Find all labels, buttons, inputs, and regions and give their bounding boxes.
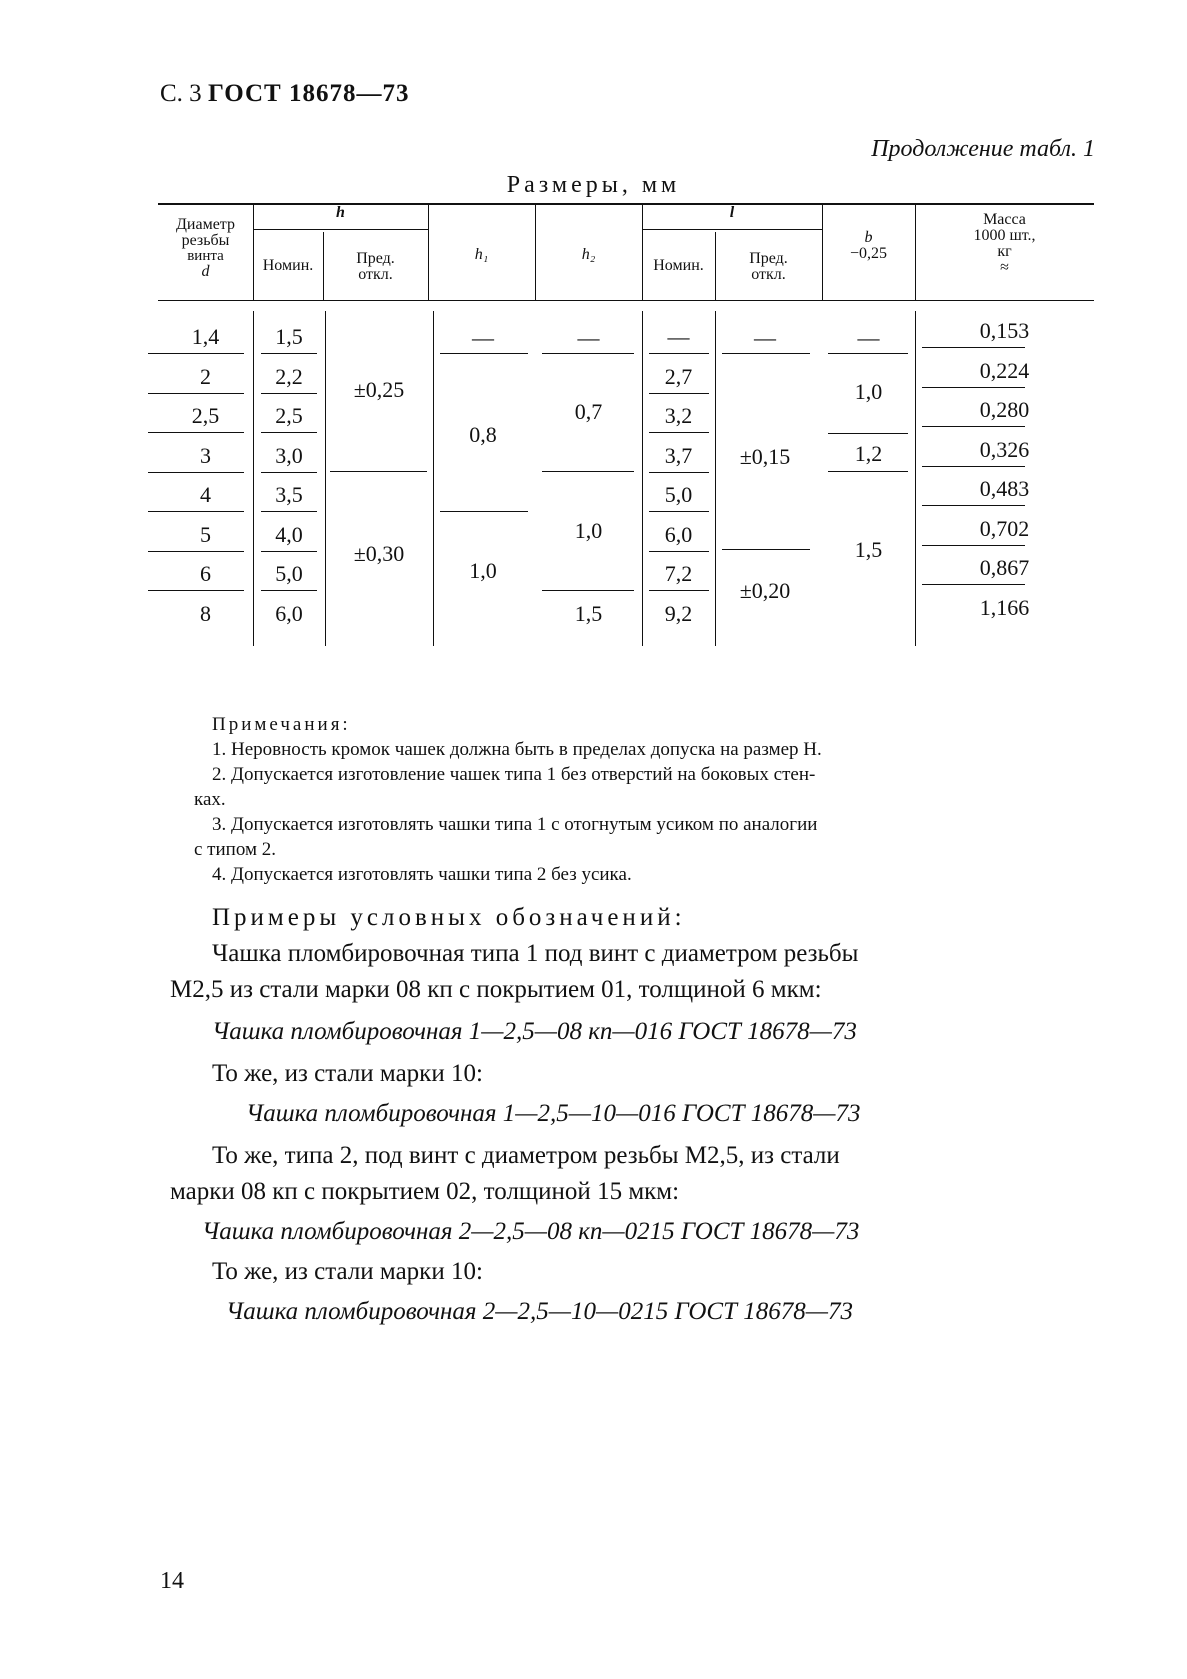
row-underline (148, 353, 244, 354)
row-underline (148, 472, 244, 473)
page-header (160, 80, 409, 108)
designation-2: Чашка пломбировочная 1—2,5—10—016 ГОСТ 18678—73 (246, 1100, 861, 1127)
rule (542, 353, 634, 354)
cell-l-nom: 3,7 (664, 442, 693, 468)
h2-group-a: 0,7 (574, 399, 603, 424)
cell-mass: 1,166 (979, 594, 1030, 620)
notes-title: Примечания: (212, 714, 351, 735)
h-dev-group-a: ±0,25 (353, 377, 405, 402)
cell-h-nom: 4,0 (275, 521, 303, 547)
rule (542, 471, 634, 472)
example-4-text: То же, из стали марки 10: (212, 1258, 483, 1285)
row-underline (922, 545, 1025, 546)
row-underline (261, 590, 317, 591)
b-group-a: 1,0 (854, 379, 883, 404)
cell-mass: 0,483 (979, 476, 1030, 501)
cell-h-nom: 6,0 (275, 600, 303, 626)
note-2-cont: ках. (194, 789, 226, 810)
cell-mass: 0,224 (979, 357, 1030, 383)
rule (542, 590, 634, 591)
vrule (433, 311, 434, 646)
row-underline (261, 551, 317, 552)
col-header-l: l (729, 204, 735, 221)
rule (722, 549, 810, 550)
rule (330, 471, 427, 472)
row-underline (649, 432, 709, 433)
h-dev-group-b: ±0,30 (353, 541, 405, 566)
row-underline (922, 347, 1025, 348)
b-group-b: 1,2 (854, 441, 883, 466)
cell-d: 2,5 (191, 403, 220, 428)
examples (170, 900, 1112, 1330)
designation-1: Чашка пломбировочная 1—2,5—08 кп—016 ГОСТ 18678—73 (212, 1018, 857, 1045)
col-header-h: h (336, 204, 345, 221)
row-underline (922, 426, 1025, 427)
h-subrule (253, 229, 428, 230)
col-header-h-dev: Пред. откл. (356, 250, 395, 283)
cell-l-nom: 9,2 (664, 600, 693, 626)
page-prefix: С. 3 (160, 80, 202, 107)
vrule (253, 311, 254, 646)
h2-dash: — (577, 325, 600, 350)
cell-l-nom: — (667, 324, 690, 349)
col-header-h1: h₁ (474, 246, 489, 263)
cell-h-nom: 2,5 (275, 403, 303, 428)
cell-l-nom: 5,0 (664, 482, 693, 507)
col-header-b: b −0,25 (849, 229, 888, 262)
cell-mass: 0,326 (979, 436, 1030, 462)
col-header-l-dev: Пред. откл. (749, 250, 788, 283)
cell-d: 6 (200, 561, 211, 586)
row-underline (148, 590, 244, 591)
cell-l-nom: 7,2 (664, 561, 693, 586)
cell-h-nom: 3,5 (275, 482, 303, 507)
b-group-c: 1,5 (854, 537, 883, 562)
rule (722, 353, 810, 354)
row-underline (261, 393, 317, 394)
example-1-text: Чашка пломбировочная типа 1 под винт с диаметром резьбы (212, 940, 859, 967)
cell-d: 5 (200, 521, 211, 547)
row-underline (261, 472, 317, 473)
l-dev-group-b: ±0,20 (739, 578, 791, 603)
row-underline (649, 353, 709, 354)
h1-dash: — (472, 325, 494, 350)
note-4: 4. Допускается изготовлять чашки типа 2 без усика. (212, 864, 632, 885)
example-3-text-cont: марки 08 кп с покрытием 02, толщиной 15 мкм: (170, 1178, 680, 1205)
note-1: 1. Неровность кромок чашек должна быть в пределах допуска на размер H. (212, 739, 822, 760)
designation-4: Чашка пломбировочная 2—2,5—10—0215 ГОСТ 18678—73 (226, 1298, 853, 1325)
row-underline (922, 584, 1025, 585)
row-underline (649, 472, 709, 473)
rule (440, 511, 528, 512)
notes (194, 712, 1092, 887)
l-subrule (642, 229, 822, 230)
cell-d: 3 (200, 442, 211, 468)
cell-mass: 0,153 (979, 318, 1030, 343)
table-continuation: Продолжение табл. 1 (871, 136, 1095, 162)
cell-h-nom: 1,5 (275, 324, 303, 349)
cell-l-nom: 2,7 (664, 363, 693, 389)
col-header-d: Диаметр резьбы винта d (176, 216, 235, 280)
vrule (325, 311, 326, 646)
cell-l-nom: 3,2 (664, 403, 693, 428)
b-dash: — (857, 325, 880, 350)
row-underline (922, 466, 1025, 467)
rule (828, 433, 908, 434)
cell-h-nom: 5,0 (275, 561, 303, 586)
row-underline (922, 387, 1025, 388)
rule (828, 471, 908, 472)
cell-mass: 0,702 (979, 515, 1030, 541)
col-header-h2: h₂ (581, 246, 596, 263)
rule (440, 353, 528, 354)
sizes-caption: Размеры, мм (506, 172, 681, 198)
col-header-l-nom: Номин. (653, 257, 704, 274)
note-3-cont: с типом 2. (194, 839, 276, 860)
l-dev-dash: — (754, 325, 776, 350)
examples-title: Примеры условных обозначений: (212, 904, 686, 931)
row-underline (148, 551, 244, 552)
note-2: 2. Допускается изготовление чашек типа 1 без отверстий на боковых стен- (212, 764, 816, 785)
note-3: 3. Допускается изготовлять чашки типа 1 с отогнутым усиком по аналогии (212, 814, 818, 835)
cell-h-nom: 3,0 (275, 442, 303, 468)
row-underline (922, 505, 1025, 506)
row-underline (261, 511, 317, 512)
cell-l-nom: 6,0 (664, 521, 693, 547)
row-underline (649, 590, 709, 591)
row-underline (148, 432, 244, 433)
row-underline (649, 511, 709, 512)
example-1-text-cont: М2,5 из стали марки 08 кп с покрытием 01, толщиной 6 мкм: (170, 976, 822, 1003)
dimensions-table (158, 203, 1094, 693)
header-bottom-rule (158, 300, 1094, 301)
h1-group-b: 1,0 (469, 558, 497, 583)
designation-3: Чашка пломбировочная 2—2,5—08 кп—0215 ГОСТ 18678—73 (202, 1218, 860, 1245)
gost-number: ГОСТ 18678—73 (207, 80, 410, 107)
page-number: 14 (160, 1568, 184, 1594)
cell-mass: 0,280 (979, 397, 1030, 422)
l-dev-group-a: ±0,15 (739, 444, 791, 469)
cell-d: 1,4 (191, 324, 220, 349)
row-underline (649, 393, 709, 394)
h1-group-a: 0,8 (469, 422, 497, 447)
example-3-text: То же, типа 2, под винт с диаметром резьбы М2,5, из стали (212, 1142, 840, 1169)
rule (828, 353, 908, 354)
cell-d: 2 (200, 363, 211, 389)
h2-group-c: 1,5 (574, 601, 603, 626)
row-underline (148, 511, 244, 512)
row-underline (148, 393, 244, 394)
col-header-mass: Масса 1000 шт., кг ≈ (973, 211, 1036, 276)
row-underline (649, 551, 709, 552)
col-header-h-nom: Номин. (262, 257, 314, 274)
row-underline (261, 432, 317, 433)
h2-group-b: 1,0 (574, 518, 603, 543)
vrule (642, 311, 643, 646)
cell-d: 4 (200, 482, 211, 507)
cell-h-nom: 2,2 (275, 363, 303, 389)
row-underline (261, 353, 317, 354)
cell-mass: 0,867 (979, 555, 1030, 580)
cell-d: 8 (200, 600, 211, 626)
example-2-text: То же, из стали марки 10: (212, 1060, 483, 1087)
